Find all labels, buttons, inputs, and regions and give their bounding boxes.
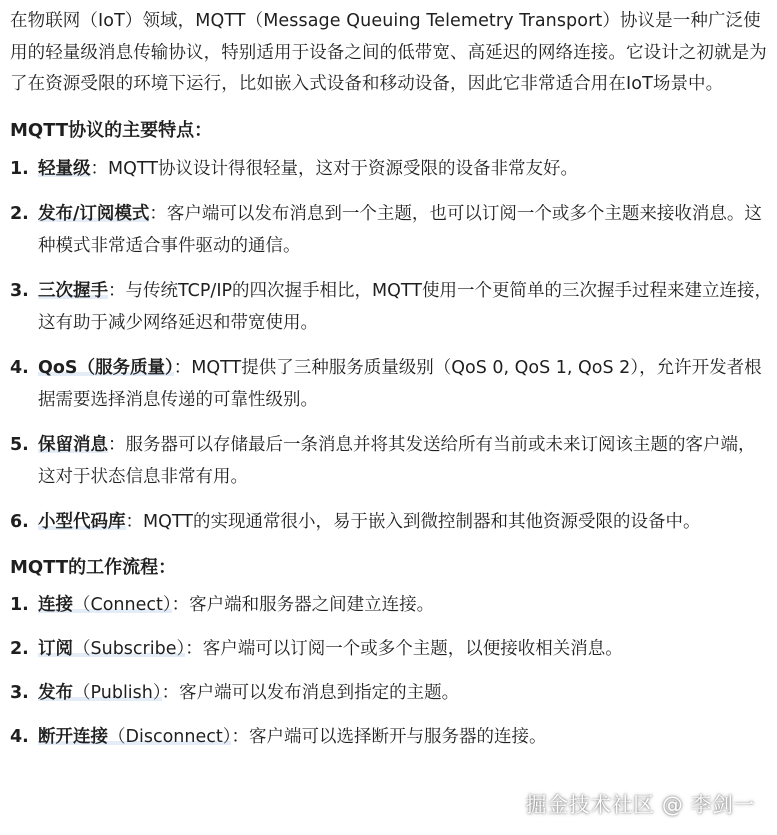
- list-item: [10, 352, 772, 416]
- list-number: 4.: [10, 357, 29, 378]
- article-body: [10, 6, 772, 753]
- workflow-term-en: （Connect）: [73, 594, 172, 615]
- feature-description: MQTT协议设计得很轻量，这对于资源受限的设备非常友好。: [108, 158, 578, 179]
- workflow-term-zh: 连接: [38, 594, 73, 615]
- list-number: 3.: [10, 280, 29, 301]
- list-number: 1.: [10, 594, 29, 615]
- feature-description: 与传统TCP/IP的四次握手相比，MQTT使用一个更简单的三次握手过程来建立连接，这有助于减少网络延迟和带宽使用。: [38, 280, 772, 333]
- term-separator: ：: [161, 682, 180, 703]
- workflow-term-en: （Disconnect）: [108, 726, 232, 747]
- term-separator: ：: [173, 357, 192, 378]
- term-separator: ：: [171, 594, 190, 615]
- term-separator: ：: [90, 158, 108, 179]
- workflow-term-zh: 断开连接: [38, 726, 108, 747]
- list-number: 2.: [10, 638, 29, 659]
- list-item: [10, 506, 772, 538]
- workflow-description: 客户端和服务器之间建立连接。: [189, 594, 435, 615]
- features-heading: MQTT协议的主要特点：: [10, 119, 213, 141]
- list-item: [10, 634, 772, 665]
- workflow-description: 客户端可以发布消息到指定的主题。: [179, 682, 460, 703]
- list-item: [10, 590, 772, 621]
- list-item: [10, 678, 772, 709]
- feature-description: 服务器可以存储最后一条消息并将其发送给所有当前或未来订阅该主题的客户端，这对于状态信息非常有用。: [38, 434, 756, 487]
- term-separator: ：: [149, 203, 167, 224]
- feature-term: 保留消息: [38, 434, 108, 455]
- term-separator: ：: [108, 280, 126, 301]
- feature-description: MQTT提供了三种服务质量级别（QoS 0, QoS 1, QoS 2），允许开发者根据需要选择消息传递的可靠性级别。: [38, 357, 762, 410]
- feature-term: QoS（服务质量）: [38, 357, 174, 378]
- term-separator: ：: [231, 726, 249, 747]
- term-separator: ：: [125, 511, 143, 532]
- workflow-term-en: （Publish）: [73, 682, 162, 703]
- feature-term: 三次握手: [38, 280, 108, 301]
- features-list: [10, 153, 772, 538]
- workflow-term-en: （Subscribe）: [73, 638, 186, 659]
- feature-term: 小型代码库: [38, 511, 126, 532]
- workflow-list: [10, 590, 772, 753]
- list-number: 3.: [10, 682, 29, 703]
- list-item: [10, 722, 772, 753]
- feature-term: 轻量级: [38, 158, 91, 179]
- workflow-term: [38, 639, 185, 659]
- workflow-description: 客户端可以订阅一个或多个主题，以便接收相关消息。: [202, 638, 623, 659]
- term-separator: ：: [108, 434, 126, 455]
- list-number: 6.: [10, 511, 29, 532]
- list-number: 2.: [10, 203, 29, 224]
- workflow-term-zh: 订阅: [38, 638, 73, 659]
- list-number: 4.: [10, 726, 29, 747]
- list-number: 1.: [10, 158, 29, 179]
- workflow-description: 客户端可以选择断开与服务器的连接。: [248, 726, 547, 747]
- workflow-term: [38, 683, 162, 703]
- feature-description: MQTT的实现通常很小，易于嵌入到微控制器和其他资源受限的设备中。: [143, 511, 701, 532]
- list-number: 5.: [10, 434, 29, 455]
- workflow-heading: MQTT的工作流程：: [10, 556, 177, 578]
- list-item: [10, 153, 772, 185]
- list-item: [10, 275, 772, 339]
- list-item: [10, 198, 772, 262]
- feature-term: 发布/订阅模式: [38, 203, 150, 224]
- feature-description: 客户端可以发布消息到一个主题，也可以订阅一个或多个主题来接收消息。这种模式非常适合事件驱动的通信。: [38, 203, 762, 256]
- list-item: [10, 429, 772, 493]
- intro-paragraph: 在物联网（IoT）领域，MQTT（Message Queuing Telemetry Transport）协议是一种广泛使用的轻量级消息传输协议，特别适用于设备之间的低带宽、高延迟的网络连接。它设计之初就是为了在资源受限的环境下运行，比如嵌入式设备和移动设备，因此它非常适合用在IoT场景中。: [10, 11, 767, 94]
- term-separator: ：: [185, 638, 203, 659]
- workflow-term-zh: 发布: [38, 682, 73, 703]
- workflow-term: [38, 595, 172, 615]
- workflow-term: [38, 727, 231, 747]
- watermark: 掘金技术社区 @ 李剑一: [525, 793, 755, 817]
